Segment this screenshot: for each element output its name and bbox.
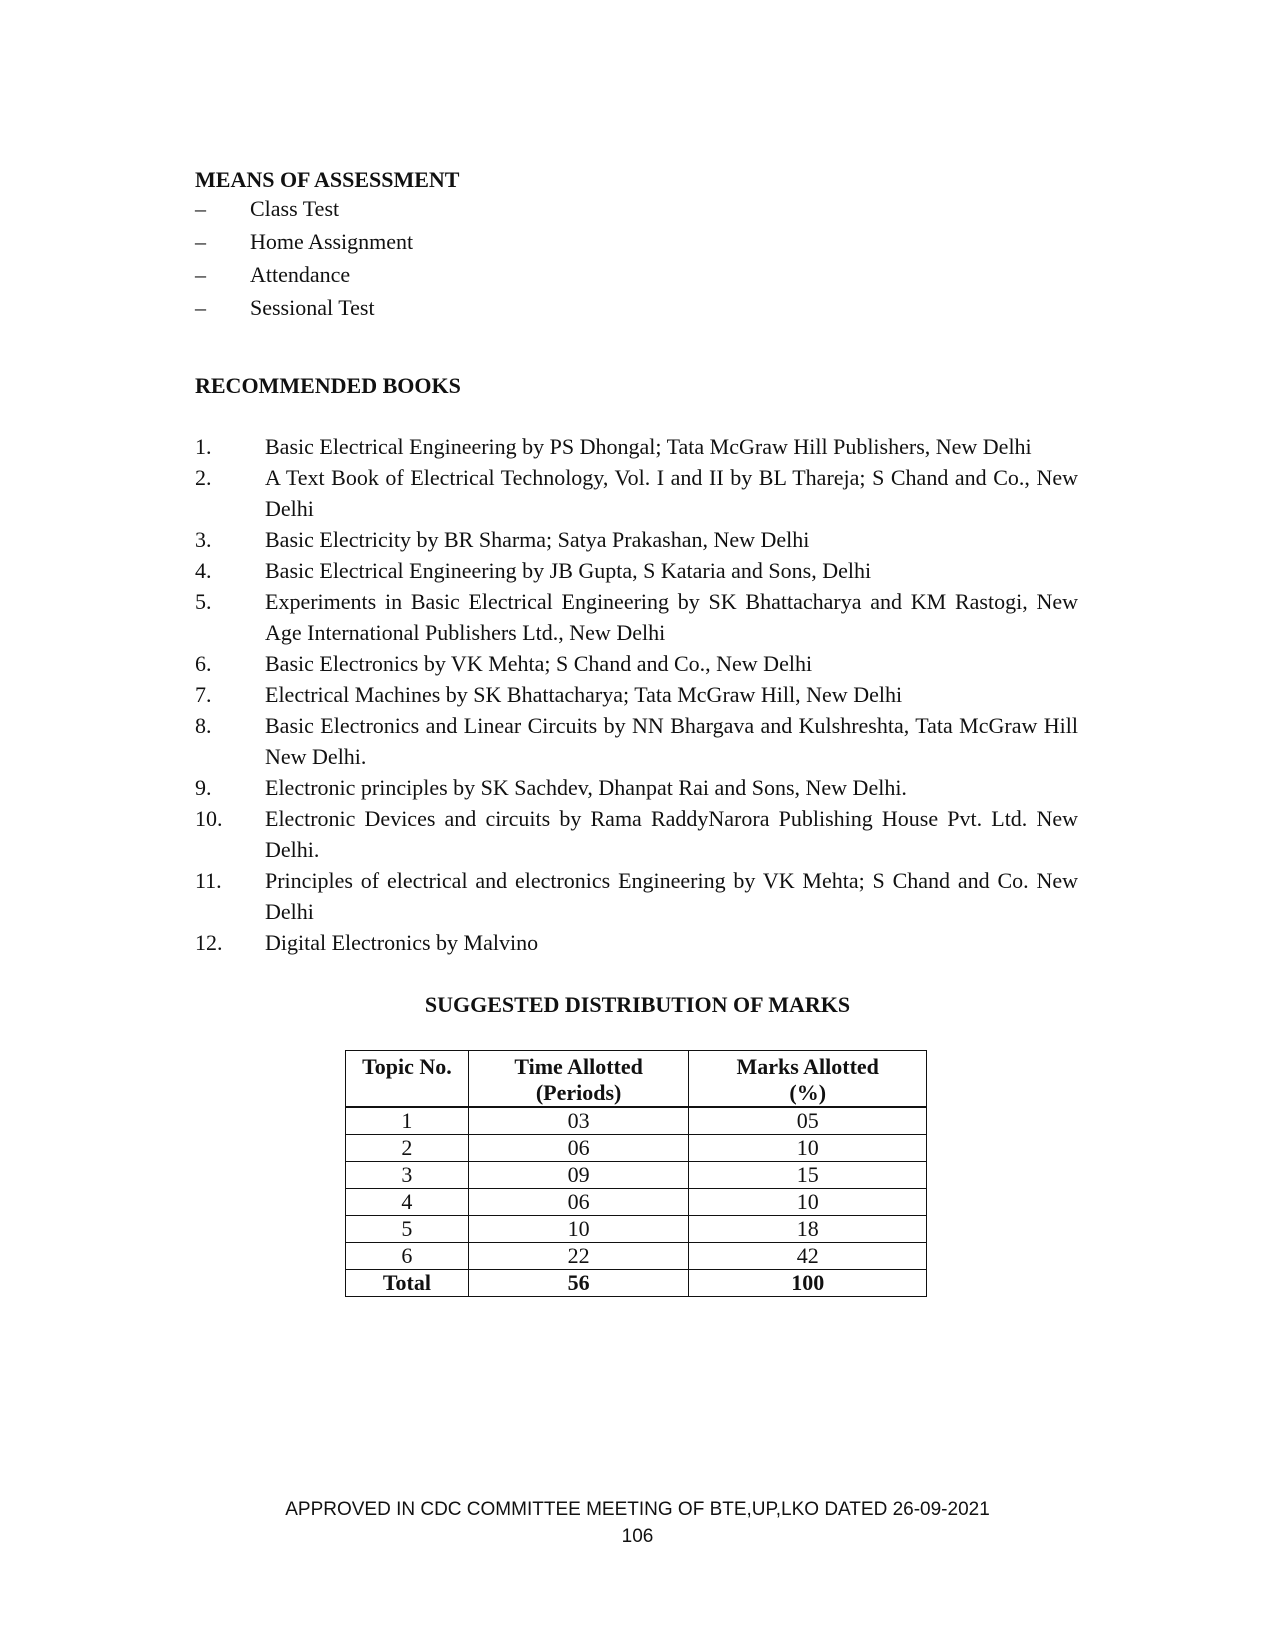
table-cell: 09 (468, 1162, 689, 1189)
book-number: 9. (195, 775, 212, 800)
table-cell: 42 (689, 1243, 927, 1270)
header-line: (Periods) (535, 1080, 622, 1105)
book-text: Basic Electronics and Linear Circuits by NN Bhargava and Kulshreshta, Tata McGraw Hill New Delhi. (265, 713, 1078, 769)
table-cell: 3 (346, 1162, 469, 1189)
table-cell: 03 (468, 1107, 689, 1135)
book-item (195, 555, 1078, 586)
book-text: Electronic Devices and circuits by Rama RaddyNarora Publishing House Pvt. Ltd. New Delhi. (265, 806, 1078, 862)
dash-bullet: – (195, 295, 206, 320)
book-item (195, 431, 1078, 462)
table-row (346, 1135, 927, 1162)
book-text: Electronic principles by SK Sachdev, Dhanpat Rai and Sons, New Delhi. (265, 775, 907, 800)
marks-table (345, 1050, 927, 1297)
book-number: 11. (195, 868, 222, 893)
book-number: 3. (195, 527, 212, 552)
assessment-item-label: Class Test (250, 196, 340, 221)
book-number: 4. (195, 558, 212, 583)
table-cell: 10 (689, 1135, 927, 1162)
table-cell: 4 (346, 1189, 469, 1216)
table-row (346, 1162, 927, 1189)
book-text: Basic Electronics by VK Mehta; S Chand and Co., New Delhi (265, 651, 813, 676)
book-number: 5. (195, 589, 212, 614)
assessment-item-label: Home Assignment (250, 229, 414, 254)
book-text: Electrical Machines by SK Bhattacharya; Tata McGraw Hill, New Delhi (265, 682, 903, 707)
header-marks-allotted (689, 1051, 927, 1108)
table-header-row (346, 1051, 927, 1108)
book-number: 7. (195, 682, 212, 707)
assessment-item-label: Sessional Test (250, 295, 375, 320)
header-topic-no (346, 1051, 469, 1108)
header-line: (%) (789, 1080, 827, 1105)
book-number: 12. (195, 930, 223, 955)
book-item (195, 927, 1078, 958)
total-label: Total (346, 1270, 469, 1297)
book-item (195, 772, 1078, 803)
book-number: 1. (195, 434, 212, 459)
total-time: 56 (468, 1270, 689, 1297)
book-item (195, 462, 1078, 524)
table-cell: 1 (346, 1107, 469, 1135)
book-text: Principles of electrical and electronics Engineering by VK Mehta; S Chand and Co. New Delhi (265, 868, 1078, 924)
header-line: Topic No. (362, 1054, 452, 1079)
book-item (195, 648, 1078, 679)
table-cell: 10 (468, 1216, 689, 1243)
footer-approval-note: APPROVED IN CDC COMMITTEE MEETING OF BTE,UP,LKO DATED 26-09-2021 (285, 1499, 990, 1520)
book-item (195, 803, 1078, 865)
book-text: Basic Electrical Engineering by JB Gupta, S Kataria and Sons, Delhi (265, 558, 872, 583)
table-total-row (346, 1270, 927, 1297)
table-cell: 6 (346, 1243, 469, 1270)
dash-bullet: – (195, 229, 206, 254)
table-cell: 18 (689, 1216, 927, 1243)
table-row (346, 1107, 927, 1135)
table-cell: 05 (689, 1107, 927, 1135)
dash-bullet: – (195, 196, 206, 221)
book-item (195, 679, 1078, 710)
dash-bullet: – (195, 262, 206, 287)
table-row (346, 1243, 927, 1270)
table-cell: 06 (468, 1135, 689, 1162)
book-number: 10. (195, 806, 223, 831)
table-row (346, 1216, 927, 1243)
book-text: Basic Electrical Engineering by PS Dhongal; Tata McGraw Hill Publishers, New Delhi (265, 434, 1032, 459)
total-marks: 100 (689, 1270, 927, 1297)
books-heading: RECOMMENDED BOOKS (195, 373, 461, 398)
book-text: Basic Electricity by BR Sharma; Satya Prakashan, New Delhi (265, 527, 810, 552)
header-time-allotted (468, 1051, 689, 1108)
header-line: Time Allotted (514, 1054, 643, 1079)
table-cell: 5 (346, 1216, 469, 1243)
book-number: 6. (195, 651, 212, 676)
table-cell: 15 (689, 1162, 927, 1189)
table-cell: 06 (468, 1189, 689, 1216)
book-text: A Text Book of Electrical Technology, Vol. I and II by BL Thareja; S Chand and Co., New Delhi (265, 465, 1078, 521)
assessment-heading: MEANS OF ASSESSMENT (195, 167, 460, 192)
book-item (195, 524, 1078, 555)
book-text: Digital Electronics by Malvino (265, 930, 539, 955)
table-cell: 22 (468, 1243, 689, 1270)
book-number: 8. (195, 713, 212, 738)
book-number: 2. (195, 465, 212, 490)
header-line: Marks Allotted (736, 1054, 879, 1079)
books-list (195, 431, 1078, 958)
table-row (346, 1189, 927, 1216)
book-text: Experiments in Basic Electrical Engineering by SK Bhattacharya and KM Rastogi, New Age International Publishers Ltd., New Delhi (265, 589, 1078, 645)
assessment-item-label: Attendance (250, 262, 351, 287)
book-item (195, 865, 1078, 927)
marks-heading: SUGGESTED DISTRIBUTION OF MARKS (424, 992, 851, 1017)
table-cell: 2 (346, 1135, 469, 1162)
book-item (195, 586, 1078, 648)
table-cell: 10 (689, 1189, 927, 1216)
page-number: 106 (621, 1526, 654, 1547)
book-item (195, 710, 1078, 772)
